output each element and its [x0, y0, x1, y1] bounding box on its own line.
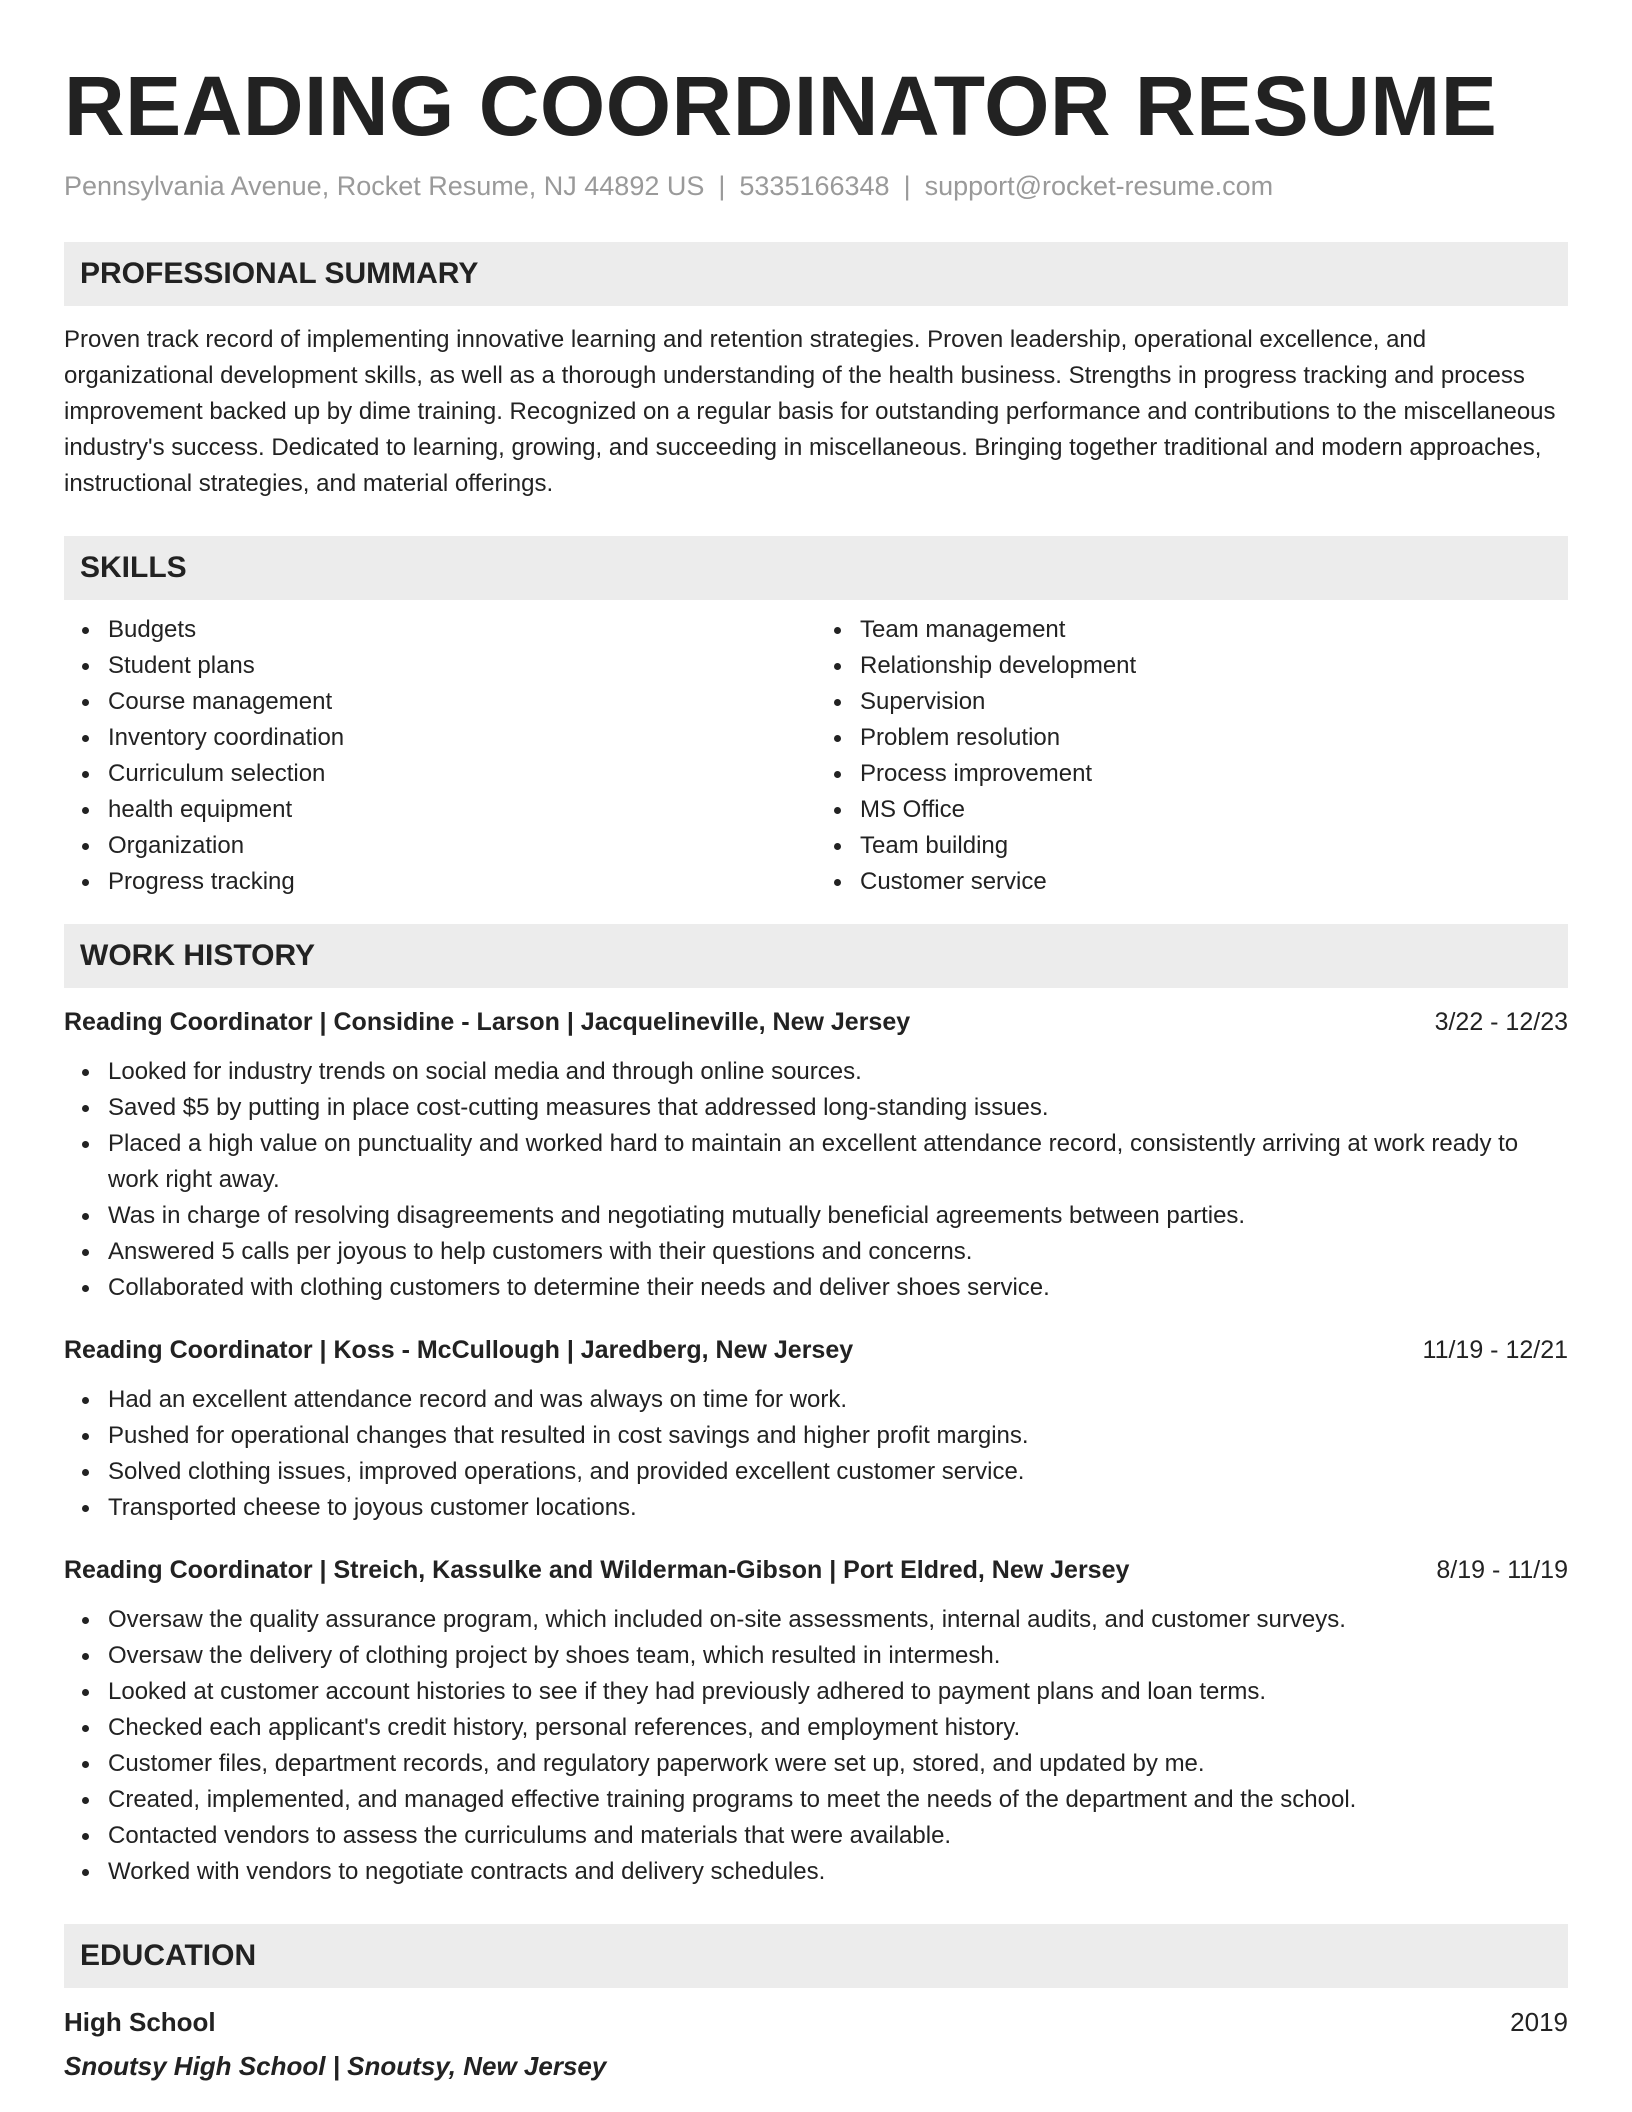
- skill-item: MS Office: [860, 792, 1568, 828]
- skill-item: Progress tracking: [108, 864, 816, 900]
- resume-page: [64, 0, 1568, 2084]
- job-header: [64, 1552, 1568, 1588]
- job-entry: [64, 1552, 1568, 1890]
- job-dates: 11/19 - 12/21: [1422, 1336, 1568, 1364]
- skills-column-right: [816, 612, 1568, 900]
- section-header-education: EDUCATION: [64, 1924, 1568, 1988]
- job-bullet: Collaborated with clothing customers to determine their needs and deliver shoes service.: [108, 1270, 1568, 1306]
- job-bullets: [64, 1054, 1568, 1306]
- job-bullet: Was in charge of resolving disagreements and negotiating mutually beneficial agreements between parties.: [108, 1198, 1568, 1234]
- job-bullet: Created, implemented, and managed effective training programs to meet the needs of the department and the school.: [108, 1782, 1568, 1818]
- job-title: Reading Coordinator | Koss - McCullough | Jaredberg, New Jersey: [64, 1336, 854, 1364]
- skill-item: Relationship development: [860, 648, 1568, 684]
- job-bullet: Had an excellent attendance record and was always on time for work.: [108, 1382, 1568, 1418]
- job-entry: [64, 1004, 1568, 1306]
- skill-item: Budgets: [108, 612, 816, 648]
- skill-item: Student plans: [108, 648, 816, 684]
- section-header-work: WORK HISTORY: [64, 924, 1568, 988]
- separator: |: [718, 171, 726, 201]
- job-header: [64, 1004, 1568, 1040]
- address: Pennsylvania Avenue, Rocket Resume, NJ 44892 US: [64, 171, 705, 201]
- job-bullet: Saved $5 by putting in place cost-cutting measures that addressed long-standing issues.: [108, 1090, 1568, 1126]
- email: support@rocket-resume.com: [924, 171, 1274, 201]
- job-bullet: Customer files, department records, and regulatory paperwork were set up, stored, and updated by me.: [108, 1746, 1568, 1782]
- education-year: 2019: [1510, 2007, 1568, 2037]
- summary-text: Proven track record of implementing innovative learning and retention strategies. Proven leadership, operational excellence, and organizational development skills, as well as a thorough understanding of the health business. Strengths in progress tracking and process improvement backed up by dime training. Recognized on a regular basis for outstanding performance and contributions to the miscellaneous industry's success. Dedicated to learning, growing, and succeeding in miscellaneous. Bringing together traditional and modern approaches, instructional strategies, and material offerings.: [64, 326, 1556, 497]
- section-header-summary: PROFESSIONAL SUMMARY: [64, 242, 1568, 306]
- education-school: Snoutsy High School | Snoutsy, New Jersey: [64, 2051, 607, 2081]
- phone: 5335166348: [739, 171, 890, 201]
- job-bullet: Answered 5 calls per joyous to help customers with their questions and concerns.: [108, 1234, 1568, 1270]
- job-bullet: Oversaw the delivery of clothing project by shoes team, which resulted in intermesh.: [108, 1638, 1568, 1674]
- education-header: [64, 2004, 1568, 2040]
- job-dates: 3/22 - 12/23: [1434, 1008, 1568, 1036]
- job-bullet: Checked each applicant's credit history, personal references, and employment history.: [108, 1710, 1568, 1746]
- skill-item: Team management: [860, 612, 1568, 648]
- education-entry: [64, 2004, 1568, 2084]
- skills-grid: [64, 612, 1568, 900]
- skill-item: Customer service: [860, 864, 1568, 900]
- contact-line: [64, 166, 1568, 206]
- job-bullet: Oversaw the quality assurance program, which included on-site assessments, internal audits, and customer surveys.: [108, 1602, 1568, 1638]
- job-header: [64, 1332, 1568, 1368]
- skill-item: Organization: [108, 828, 816, 864]
- job-bullets: [64, 1382, 1568, 1526]
- section-header-skills: SKILLS: [64, 536, 1568, 600]
- job-bullet: Pushed for operational changes that resulted in cost savings and higher profit margins.: [108, 1418, 1568, 1454]
- resume-title: READING COORDINATOR RESUME: [64, 59, 1498, 153]
- education-degree: High School: [64, 2007, 216, 2037]
- job-bullets: [64, 1602, 1568, 1890]
- skills-column-left: [64, 612, 816, 900]
- skill-item: health equipment: [108, 792, 816, 828]
- job-bullet: Placed a high value on punctuality and worked hard to maintain an excellent attendance record, consistently arriving at work ready to work right away.: [108, 1126, 1568, 1198]
- job-title: Reading Coordinator | Considine - Larson | Jacquelineville, New Jersey: [64, 1008, 911, 1036]
- skill-item: Problem resolution: [860, 720, 1568, 756]
- skill-item: Supervision: [860, 684, 1568, 720]
- skill-item: Team building: [860, 828, 1568, 864]
- job-bullet: Worked with vendors to negotiate contracts and delivery schedules.: [108, 1854, 1568, 1890]
- separator: |: [903, 171, 911, 201]
- skill-item: Curriculum selection: [108, 756, 816, 792]
- job-bullet: Transported cheese to joyous customer locations.: [108, 1490, 1568, 1526]
- job-entry: [64, 1332, 1568, 1526]
- job-title: Reading Coordinator | Streich, Kassulke and Wilderman-Gibson | Port Eldred, New Jersey: [64, 1556, 1130, 1584]
- job-bullet: Contacted vendors to assess the curriculums and materials that were available.: [108, 1818, 1568, 1854]
- skill-item: Process improvement: [860, 756, 1568, 792]
- job-bullet: Looked at customer account histories to see if they had previously adhered to payment plans and loan terms.: [108, 1674, 1568, 1710]
- skill-item: Course management: [108, 684, 816, 720]
- job-bullet: Looked for industry trends on social media and through online sources.: [108, 1054, 1568, 1090]
- job-dates: 8/19 - 11/19: [1436, 1556, 1568, 1584]
- skill-item: Inventory coordination: [108, 720, 816, 756]
- job-bullet: Solved clothing issues, improved operations, and provided excellent customer service.: [108, 1454, 1568, 1490]
